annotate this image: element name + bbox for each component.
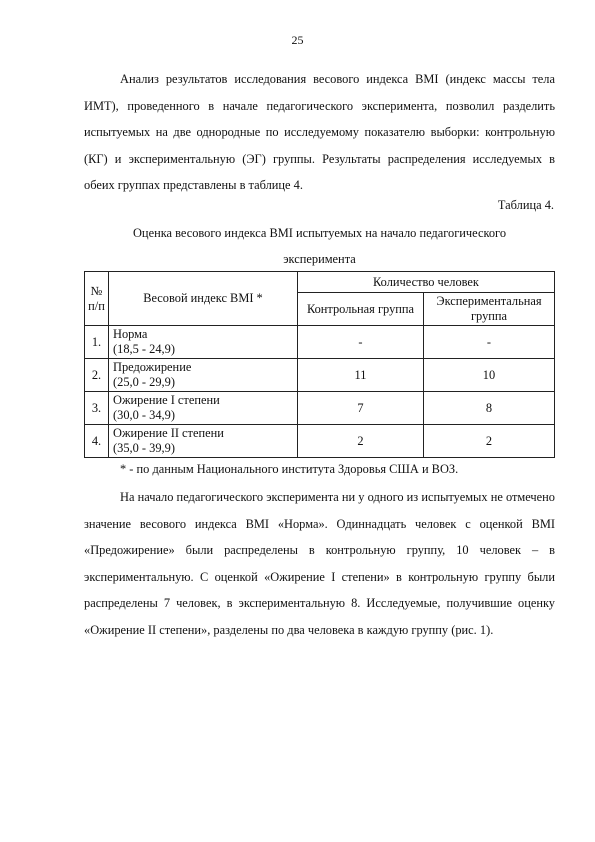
paragraph-intro: [84, 66, 555, 199]
page-number: 25: [291, 33, 304, 47]
bmi-table: [84, 271, 555, 458]
row-control: 11: [298, 359, 424, 392]
row-name: [109, 392, 298, 425]
row-name: [109, 359, 298, 392]
table-row: [85, 359, 555, 392]
row-control: -: [298, 326, 424, 359]
row-label: Норма: [113, 327, 148, 341]
table-row: [85, 425, 555, 458]
table-note: * - по данным Национального института Здоровья США и ВОЗ.: [120, 462, 459, 476]
table-caption: Таблица 4.: [497, 198, 554, 212]
row-name: [109, 326, 298, 359]
table-title-line1: Оценка весового индекса BMI испытуемых на начало педагогического: [132, 226, 507, 240]
header-experimental: Экспериментальная группа: [424, 293, 555, 326]
paragraph-results: [84, 484, 555, 643]
row-range: (30,0 - 34,9): [113, 408, 175, 422]
row-name: [109, 425, 298, 458]
row-control: 2: [298, 425, 424, 458]
row-experimental: 10: [424, 359, 555, 392]
row-experimental: 8: [424, 392, 555, 425]
table-title-line2: эксперимента: [283, 252, 356, 266]
row-label: Ожирение I степени: [113, 393, 220, 407]
row-num: 2.: [85, 359, 109, 392]
row-experimental: -: [424, 326, 555, 359]
table-header-row: [85, 272, 555, 293]
header-count: Количество человек: [298, 272, 555, 293]
table-title: [84, 220, 555, 272]
table-row: [85, 326, 555, 359]
row-label: Предожирение: [113, 360, 192, 374]
paragraph-intro-text: Анализ результатов исследования весового индекса BMI (индекс массы тела ИМТ), проведенного в начале педагогического эксперимента, позволил разделить испытуемых на две однородные по исследуемому показателю выборки: контрольную (КГ) и экспериментальную (ЭГ) группы. Результаты распределения исследуемых в обеих группах представлены в таблице 4.: [84, 72, 555, 192]
row-label: Ожирение II степени: [113, 426, 224, 440]
row-num: 1.: [85, 326, 109, 359]
row-range: (25,0 - 29,9): [113, 375, 175, 389]
row-num: 3.: [85, 392, 109, 425]
header-num: № п/п: [85, 272, 109, 326]
row-range: (18,5 - 24,9): [113, 342, 175, 356]
row-control: 7: [298, 392, 424, 425]
row-num: 4.: [85, 425, 109, 458]
header-control: Контрольная группа: [298, 293, 424, 326]
paragraph-results-text: На начало педагогического эксперимента ни у одного из испытуемых не отмечено значение весового индекса BMI «Норма». Одиннадцать человек с оценкой BMI «Предожирение» были распределены в контрольную группу, 10 человек – в экспериментальную. С оценкой «Ожирение I степени» в контрольную группу были распределены 7 человек, в экспериментальную 8. Исследуемые, получившие оценку «Ожирение II степени», разделены по два человека в каждую группу (рис. 1).: [84, 490, 555, 637]
table-row: [85, 392, 555, 425]
header-index: Весовой индекс BMI *: [109, 272, 298, 326]
row-range: (35,0 - 39,9): [113, 441, 175, 455]
row-experimental: 2: [424, 425, 555, 458]
